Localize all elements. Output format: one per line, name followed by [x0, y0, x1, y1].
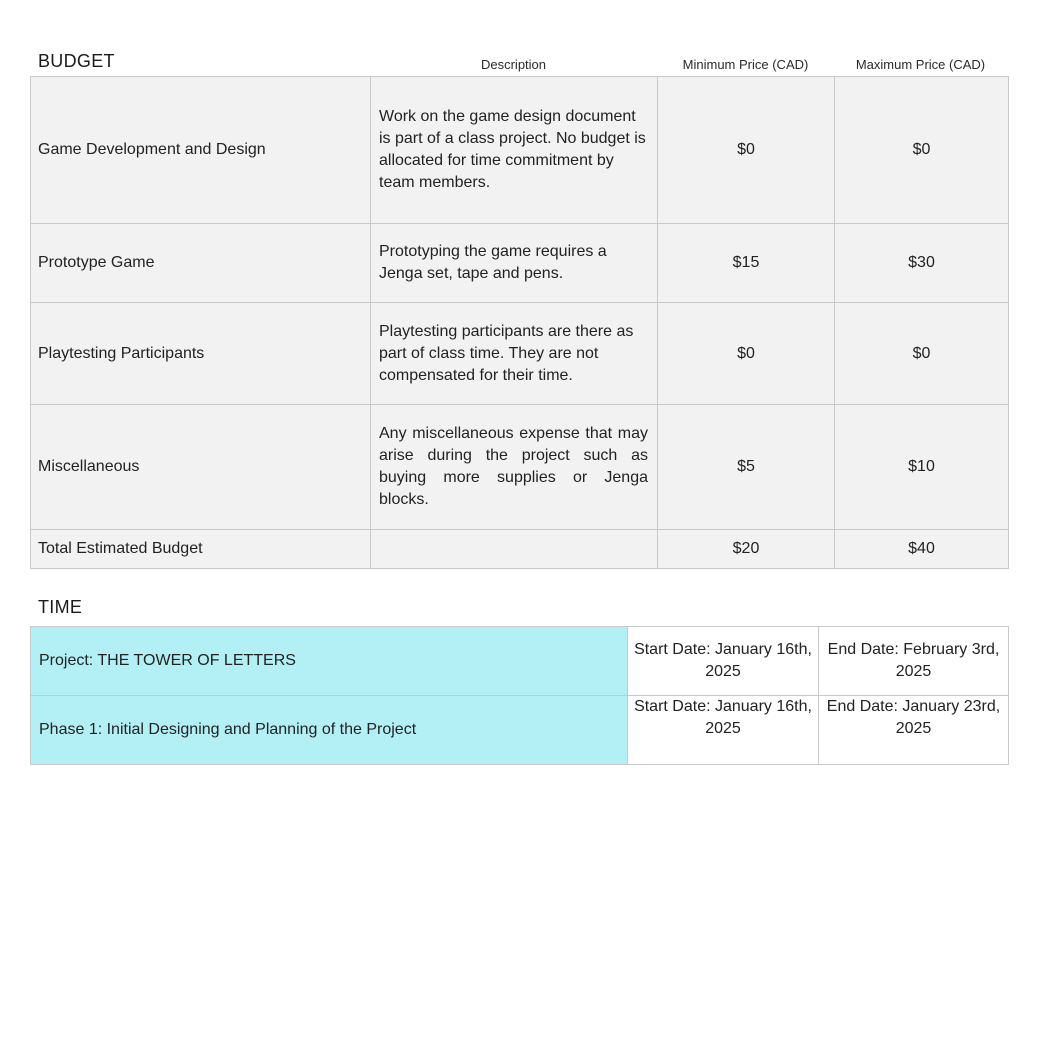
budget-heading: BUDGET [38, 51, 115, 71]
time-label-cell: Phase 1: Initial Designing and Planning of the Project [31, 696, 628, 765]
budget-row [31, 405, 1009, 530]
budget-max-cell: $30 [835, 224, 1009, 303]
budget-description-cell: Work on the game design document is part of a class project. No budget is allocated for time commitment by team members. [371, 77, 658, 224]
budget-category-cell: Playtesting Participants [31, 303, 371, 405]
budget-total-row [31, 530, 1009, 569]
time-row [31, 627, 1009, 696]
budget-table [30, 76, 1009, 569]
maximum-price-column-header: Maximum Price (CAD) [855, 57, 986, 72]
budget-min-cell: $15 [658, 224, 835, 303]
budget-category-cell: Game Development and Design [31, 77, 371, 224]
budget-description-cell: Prototyping the game requires a Jenga set, tape and pens. [371, 224, 658, 303]
budget-min-cell: $5 [658, 405, 835, 530]
time-label-cell: Project: THE TOWER OF LETTERS [31, 627, 628, 696]
budget-total-max: $40 [835, 530, 1009, 569]
budget-row [31, 303, 1009, 405]
budget-description-cell: Playtesting participants are there as part of class time. They are not compensated for their time. [371, 303, 658, 405]
time-end-cell: End Date: January 23rd, 2025 [819, 696, 1009, 765]
budget-max-cell: $0 [835, 77, 1009, 224]
minimum-price-column-header: Minimum Price (CAD) [682, 57, 809, 72]
budget-total-min: $20 [658, 530, 835, 569]
time-heading: TIME [38, 597, 83, 617]
budget-category-cell: Miscellaneous [31, 405, 371, 530]
budget-max-cell: $10 [835, 405, 1009, 530]
time-start-cell: Start Date: January 16th, 2025 [628, 627, 819, 696]
time-table [30, 626, 1009, 765]
time-row [31, 696, 1009, 765]
budget-row [31, 224, 1009, 303]
time-start-cell: Start Date: January 16th, 2025 [628, 696, 819, 765]
budget-row [31, 77, 1009, 224]
description-column-header: Description [480, 57, 547, 72]
budget-category-cell: Prototype Game [31, 224, 371, 303]
budget-description-cell: Any miscellaneous expense that may arise during the project such as buying more supplies or Jenga blocks. [371, 405, 658, 530]
budget-max-cell: $0 [835, 303, 1009, 405]
time-end-cell: End Date: February 3rd, 2025 [819, 627, 1009, 696]
budget-min-cell: $0 [658, 77, 835, 224]
budget-total-description-cell [371, 530, 658, 569]
budget-total-label: Total Estimated Budget [31, 530, 371, 569]
budget-min-cell: $0 [658, 303, 835, 405]
